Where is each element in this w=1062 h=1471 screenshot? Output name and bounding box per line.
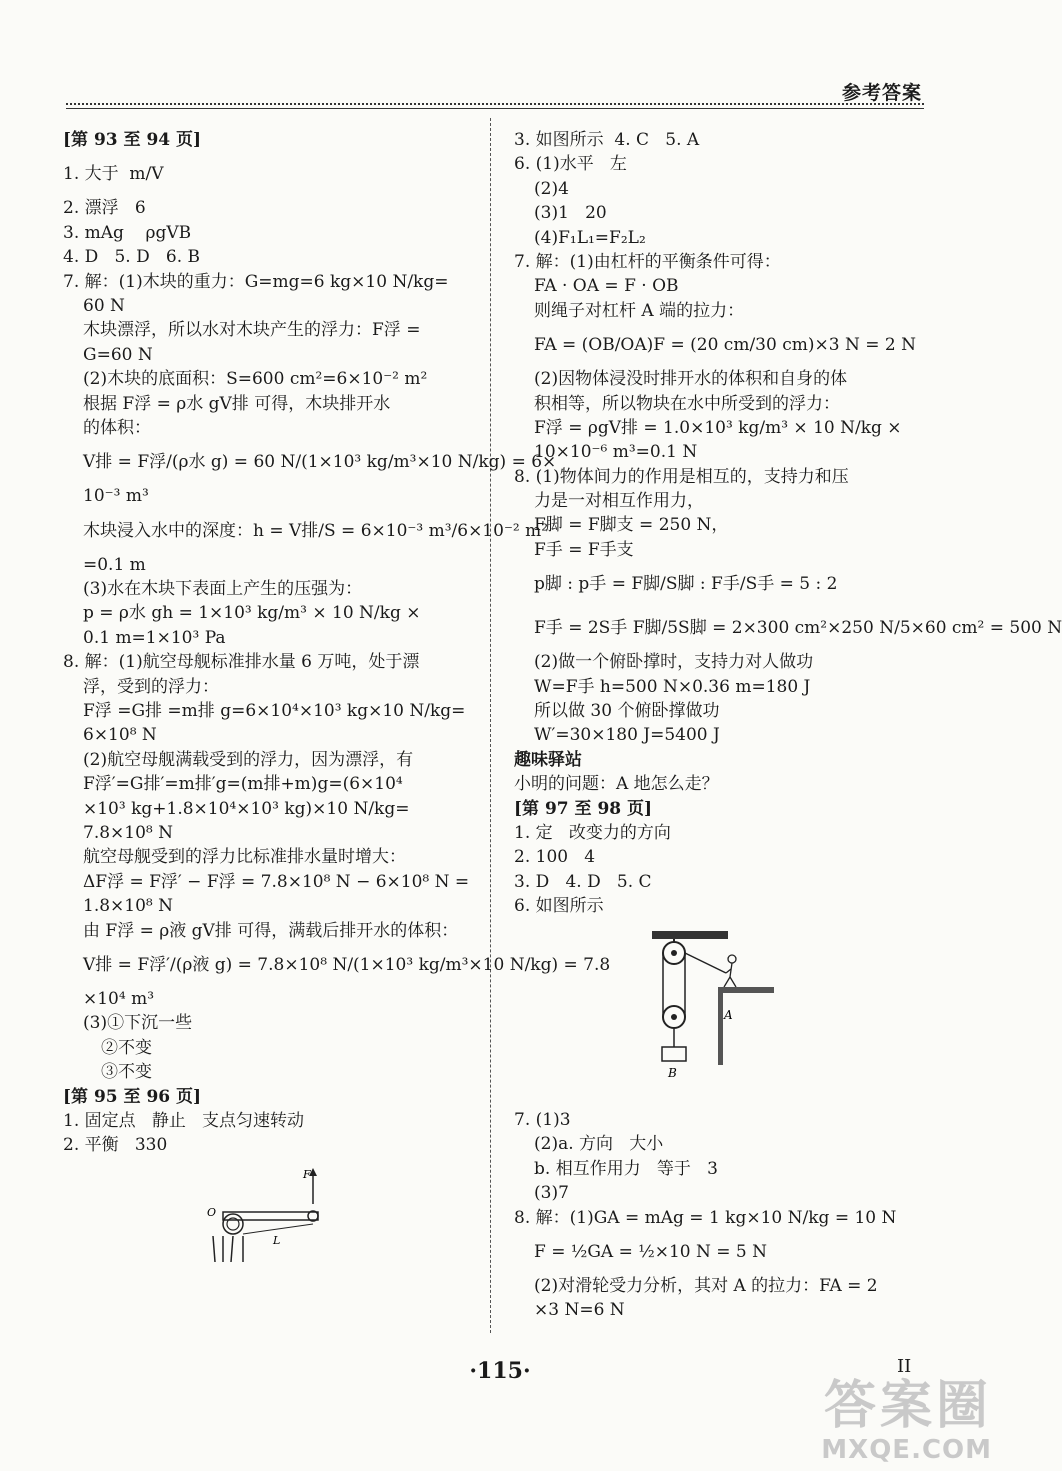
answer-line: 所以做 30 个俯卧撑做功 — [534, 701, 720, 722]
pivot-coil — [223, 1214, 243, 1234]
answer-line: (3)1 20 — [534, 203, 607, 224]
answer-line: W=F手 h=500 N×0.36 m=180 J — [534, 676, 811, 697]
header-title: 参考答案 — [841, 82, 922, 104]
answer-line: 力是一对相互作用力， — [534, 491, 704, 512]
answer-line: 浮，受到的浮力： — [83, 676, 219, 697]
answer-line: [第 95 至 96 页] — [63, 1086, 202, 1107]
force-label: F — [303, 1167, 311, 1181]
answer-line: F手 = F手支 — [534, 539, 634, 560]
watermark-url: MXQE.COM — [821, 1435, 992, 1465]
answer-line: 7.8×10⁸ N — [83, 822, 174, 843]
answer-line: F脚 = F脚支 = 250 N， — [534, 515, 729, 536]
answer-line: 6×10⁸ N — [83, 725, 157, 746]
platform-label: A — [724, 1007, 733, 1022]
pivot-label: O — [207, 1205, 217, 1219]
answer-line: 2. 平衡 330 — [63, 1135, 168, 1156]
answer-line: ×3 N=6 N — [534, 1300, 625, 1321]
answer-line: b. 相互作用力 等于 3 — [534, 1158, 718, 1179]
answer-line: 8. 解：(1)航空母舰标准排水量 6 万吨，处于漂 — [63, 652, 420, 673]
lever-figure — [203, 1164, 363, 1264]
answer-line: ②不变 — [101, 1037, 152, 1058]
answer-line: 7. 解：(1)由杠杆的平衡条件可得： — [514, 251, 781, 272]
answer-line: (2)做一个俯卧撑时，支持力对人做功 — [534, 652, 814, 673]
right-answer-lines-bottom — [514, 1108, 919, 1323]
person — [728, 955, 736, 963]
answer-line: 趣味驿站 — [514, 749, 582, 770]
answer-line: FA · OA = F · OB — [534, 276, 679, 297]
answer-line: [第 93 至 94 页] — [63, 130, 202, 150]
answer-line: ③不变 — [101, 1062, 152, 1083]
answer-line: 8. (1)物体间力的作用是相互的，支持力和压 — [514, 466, 849, 487]
answer-line: 10⁻³ m³ — [83, 486, 149, 507]
answer-line: 8. 解：(1)GA = mAg = 1 kg×10 N/kg = 10 N — [514, 1207, 897, 1228]
answer-line: 木块漂浮，所以水对木块产生的浮力：F浮 = — [83, 320, 421, 341]
answer-line: G=60 N — [83, 344, 153, 365]
right-column — [514, 128, 1062, 1323]
answer-line: (2)4 — [534, 178, 569, 199]
platform-wall — [718, 993, 723, 1065]
platform — [718, 987, 774, 993]
answer-line: W′=30×180 J=5400 J — [534, 725, 720, 746]
answer-line: FA = (OB/OA)F = (20 cm/30 cm)×3 N = 2 N — [534, 335, 916, 356]
answer-line: 0.1 m=1×10³ Pa — [83, 627, 226, 648]
page-header — [0, 0, 1000, 110]
answer-line: 小明的问题：A 地怎么走？ — [514, 774, 719, 795]
answer-line: ×10³ kg+1.8×10⁴×10³ kg)×10 N/kg= — [83, 798, 410, 819]
rope-to-person — [685, 953, 726, 973]
answer-line: 6. 如图所示 — [514, 896, 604, 917]
answer-line: 航空母舰受到的浮力比标准排水量时增大： — [83, 847, 406, 868]
answer-line: F = ½GA = ½×10 N = 5 N — [534, 1241, 768, 1262]
page-mark: II — [897, 1356, 912, 1377]
answer-line: 3. 如图所示 4. C 5. A — [514, 130, 700, 150]
answer-line: (2)对滑轮受力分析，其对 A 的拉力：FA = 2 — [534, 1275, 878, 1296]
answer-line: F浮′=G排′=m排′g=(m排+m)g=(6×10⁴ — [83, 774, 403, 795]
answer-line: ΔF浮 = F浮′ − F浮 = 7.8×10⁸ N − 6×10⁸ N = — [83, 871, 470, 892]
answer-line: 7. 解：(1)木块的重力：G=mg=6 kg×10 N/kg= — [63, 271, 449, 292]
answer-line: 则绳子对杠杆 A 端的拉力： — [534, 300, 745, 321]
answer-line: [第 97 至 98 页] — [514, 798, 653, 819]
answer-line: 由 F浮 = ρ液 gV排 可得，满载后排开水的体积： — [83, 920, 459, 941]
answer-line: 7. (1)3 — [514, 1109, 571, 1130]
answer-line: 10×10⁻⁶ m³=0.1 N — [534, 442, 698, 463]
answer-line: (3)7 — [534, 1183, 569, 1204]
answer-line: (3)水在木块下表面上产生的压强为： — [83, 579, 363, 600]
answer-line: 根据 F浮 = ρ水 gV排 可得，木块排开水 — [83, 393, 391, 414]
answer-line: 的体积： — [83, 417, 151, 438]
answer-line: 2. 100 4 — [514, 847, 596, 868]
watermark — [821, 1377, 992, 1465]
answer-line: F浮 =G排 =m排 g=6×10⁴×10³ kg×10 N/kg= — [83, 701, 466, 722]
answer-line: (2)a. 方向 大小 — [534, 1134, 664, 1155]
answer-line: (2)木块的底面积：S=600 cm²=6×10⁻² m² — [83, 369, 428, 390]
answer-line: ×10⁴ m³ — [83, 988, 155, 1009]
answer-line: 木块浸入水中的深度：h = V排/S = 6×10⁻³ m³/6×10⁻² m² — [83, 520, 549, 541]
arm-label: L — [273, 1233, 281, 1247]
answer-line: 积相等，所以物块在水中所受到的浮力： — [534, 393, 840, 414]
answer-line: 60 N — [83, 295, 125, 316]
answer-line: p脚 : p手 = F脚/S脚 : F手/S手 = 5 : 2 — [534, 574, 838, 595]
answer-line: 1.8×10⁸ N — [83, 896, 174, 917]
header-rule-dotted — [66, 103, 924, 105]
answer-line: 3. D 4. D 5. C — [514, 871, 652, 892]
ceiling — [652, 931, 728, 939]
watermark-title: 答案圈 — [823, 1376, 992, 1436]
answer-line: 1. 定 改变力的方向 — [514, 822, 671, 843]
answer-line: V排 = F浮/(ρ水 g) = 60 N/(1×10³ kg/m³×10 N/kg) = 6× — [83, 452, 557, 473]
column-divider — [490, 118, 491, 1333]
pulley-figure — [644, 925, 784, 1095]
page-number: ·115· — [469, 1358, 531, 1384]
answer-line: 6. (1)水平 左 — [514, 154, 627, 175]
answer-line: F浮 = ρgV排 = 1.0×10³ kg/m³ × 10 N/kg × — [534, 417, 902, 438]
answer-line: p = ρ水 gh = 1×10³ kg/m³ × 10 N/kg × — [83, 603, 421, 624]
weight-label: B — [668, 1065, 677, 1080]
answer-line: (3)①下沉一些 — [83, 1013, 193, 1034]
lever-bar — [223, 1212, 318, 1220]
lever-arm-line — [243, 1224, 313, 1234]
weight-block — [662, 1047, 686, 1061]
right-answer-lines-top — [514, 128, 1062, 919]
answer-line: 1. 固定点 静止 支点匀速转动 — [63, 1110, 305, 1131]
answer-line: 1. 大于 m/V — [63, 164, 164, 185]
answer-line: V排 = F浮′/(ρ液 g) = 7.8×10⁸ N/(1×10³ kg/m³×10 N/kg) = 7.8 — [83, 954, 611, 975]
answer-line: 4. D 5. D 6. B — [63, 247, 201, 268]
answer-line: (2)因物体浸没时排开水的体积和自身的体 — [534, 369, 848, 390]
answer-line: =0.1 m — [83, 554, 146, 575]
answer-line: 3. mAg ρgVB — [63, 222, 192, 243]
header-rule-solid — [66, 108, 924, 109]
answer-line: 2. 漂浮 6 — [63, 198, 146, 219]
answer-line: F手 = 2S手 F脚/5S脚 = 2×300 cm²×250 N/5×60 cm² = 500 N — [534, 618, 1062, 639]
answer-line: (4)F₁L₁=F₂L₂ — [534, 227, 646, 248]
answer-line: (2)航空母舰满载受到的浮力，因为漂浮，有 — [83, 749, 414, 770]
